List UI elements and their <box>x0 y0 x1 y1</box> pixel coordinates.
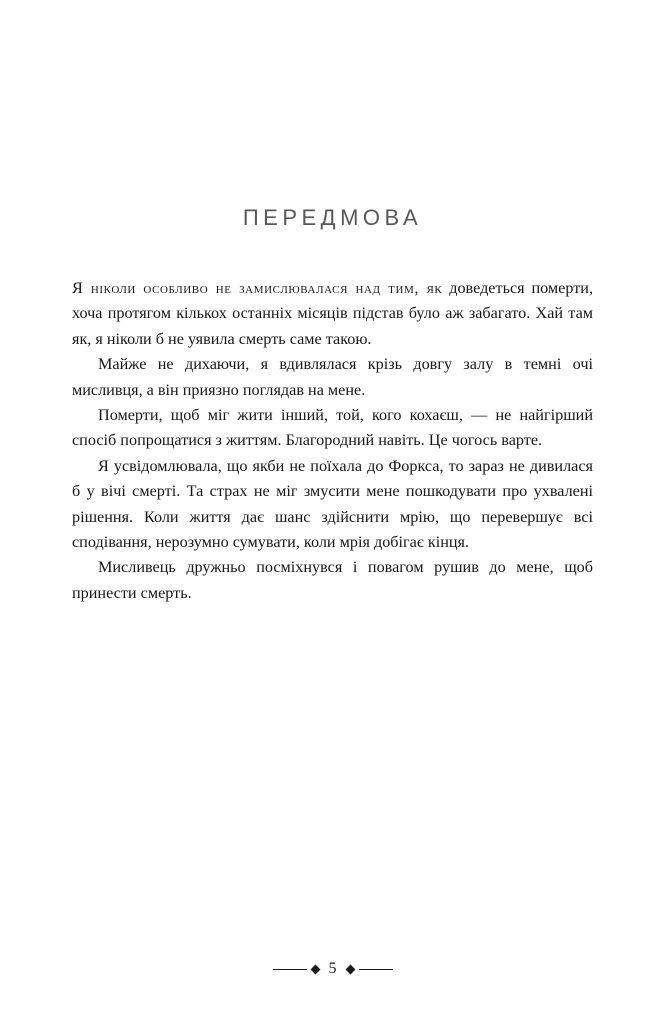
page-title: ПЕРЕДМОВА <box>242 205 423 230</box>
paragraph-1-rest: доведеться померти, хоча протягом кількох останніх місяців підстав було аж забагато. Хай там як, я ніколи б не уявила смерть саме такою. <box>72 279 593 348</box>
paragraph-5: Мисливець дружньо посміхнувся і повагом рушив до мене, щоб принести смерть. <box>72 558 593 602</box>
paragraph-1 <box>72 276 593 352</box>
paragraph-4: Я усвідомлювала, що якби не поїхала до Форкса, то зараз не дивилася б у вічі смерті. Та страх не міг змусити мене пошкодувати про ухвалені рішення. Коли життя дає шанс здійснити мрію, що перевершує всі сподівання, нерозумно сумувати, коли мрія добігає кінця. <box>72 456 593 552</box>
diamond-rule-right-icon <box>347 965 393 974</box>
paragraph-2: Майже не дихаючи, я вдивлялася крізь довгу залу в темні очі мисливця, а він приязно поглядав на мене. <box>72 355 593 399</box>
paragraph-3: Померти, щоб міг жити інший, той, кого кохаєш, — не найгірший спосіб попрощатися з життям. Благородний навіть. Це чогось варте. <box>72 406 593 450</box>
diamond-rule-left-icon <box>273 965 319 974</box>
page-number: 5 <box>328 960 337 977</box>
page-footer <box>0 960 665 978</box>
paragraph-1-lead: Я ніколи особливо не замислювалася над тим, як <box>72 279 443 297</box>
body-text-block <box>72 276 593 606</box>
